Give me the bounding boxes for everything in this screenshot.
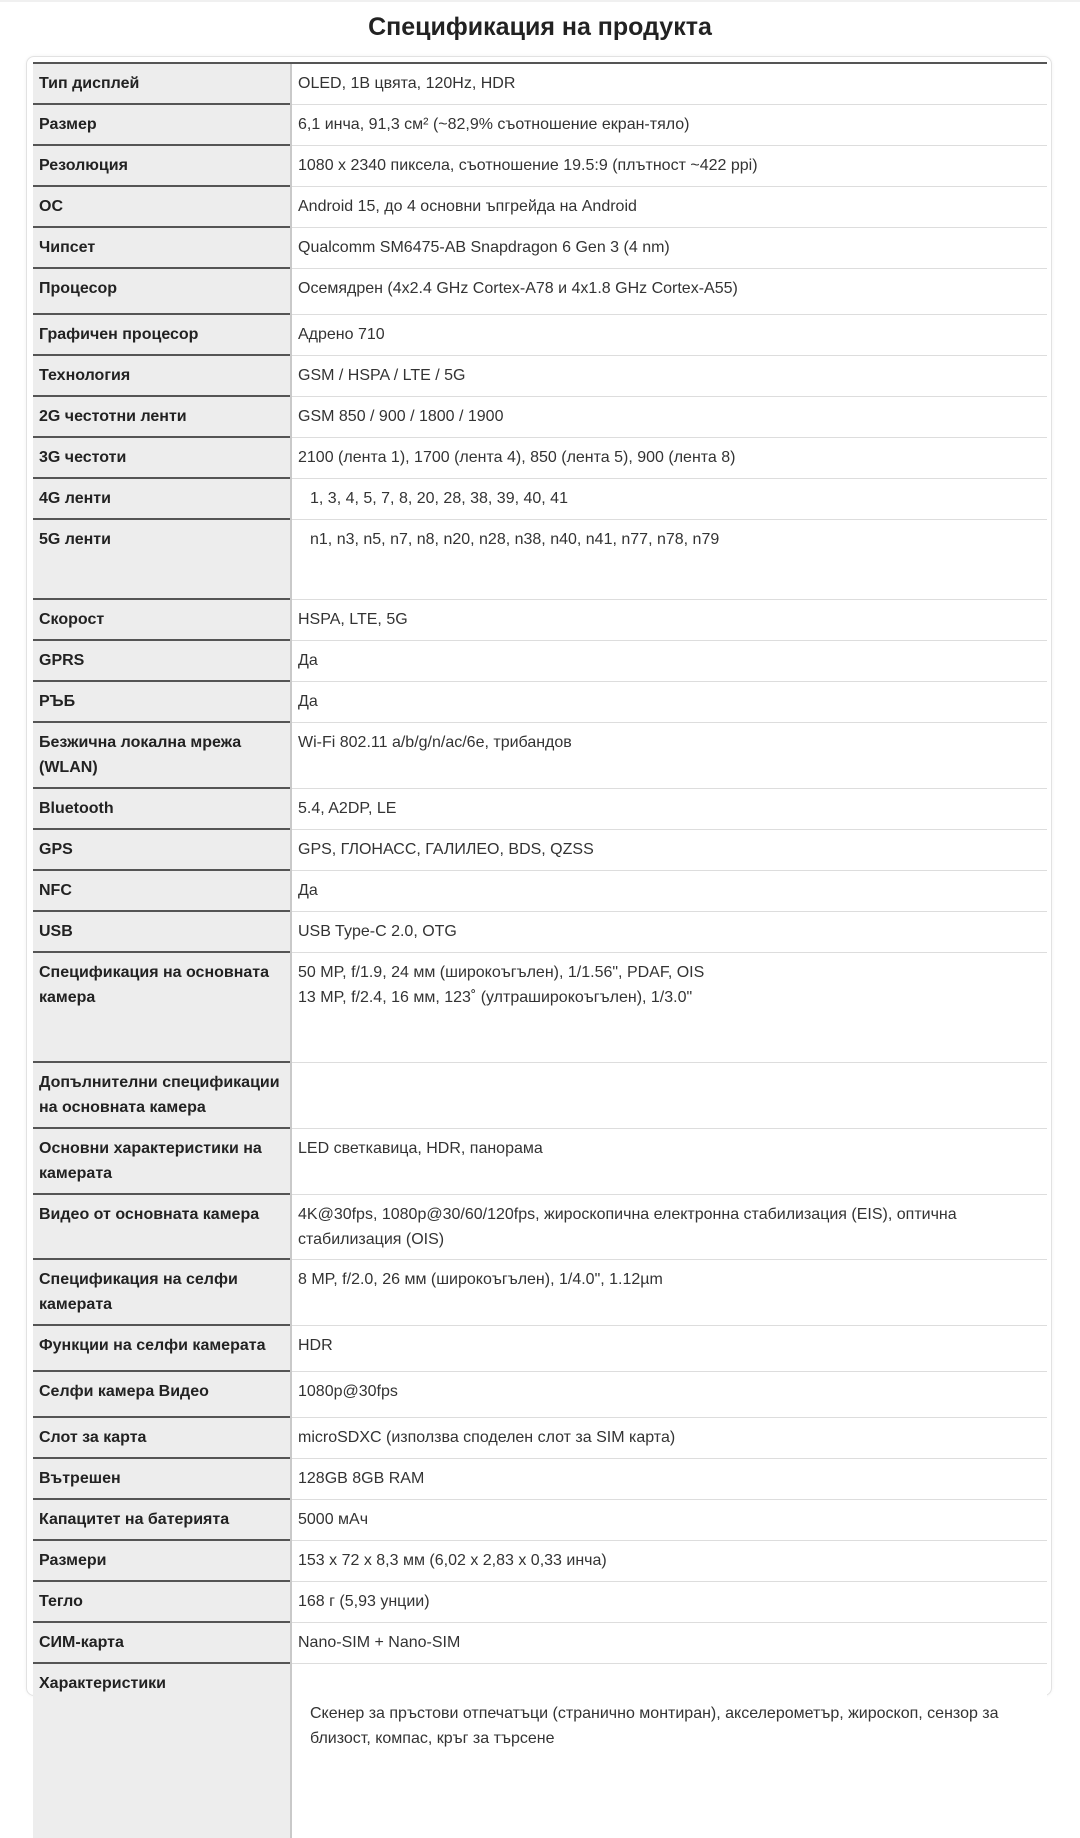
spec-value: 1080 x 2340 пиксела, съотношение 19.5:9 (плътност ~422 ppi) — [291, 145, 1047, 186]
spec-label: Основни характеристики на камерата — [33, 1128, 291, 1194]
spec-label: РЪБ — [33, 681, 291, 722]
spec-label: Характеристики — [33, 1663, 291, 1838]
spec-label: GPRS — [33, 640, 291, 681]
table-row — [33, 829, 1047, 870]
spec-value: Да — [291, 640, 1047, 681]
table-row — [33, 314, 1047, 355]
table-row — [33, 1371, 1047, 1417]
spec-value: 4K@30fps, 1080p@30/60/120fps, жироскопична електронна стабилизация (EIS), оптична стабилизация (OIS) — [291, 1194, 1047, 1259]
table-row — [33, 145, 1047, 186]
spec-label: Тип дисплей — [33, 63, 291, 104]
spec-label: 2G честотни ленти — [33, 396, 291, 437]
spec-value: Android 15, до 4 основни ъпгрейда на Android — [291, 186, 1047, 227]
spec-value: 128GB 8GB RAM — [291, 1458, 1047, 1499]
spec-label: USB — [33, 911, 291, 952]
table-row — [33, 104, 1047, 145]
table-row — [33, 63, 1047, 104]
spec-label: 4G ленти — [33, 478, 291, 519]
table-row — [33, 1499, 1047, 1540]
spec-label: Спецификация на основната камера — [33, 952, 291, 1062]
spec-value: 153 x 72 x 8,3 мм (6,02 x 2,83 x 0,33 инча) — [291, 1540, 1047, 1581]
spec-value: HDR — [291, 1325, 1047, 1371]
table-row — [33, 1417, 1047, 1458]
spec-value: microSDXC (използва споделен слот за SIM карта) — [291, 1417, 1047, 1458]
spec-value: Да — [291, 870, 1047, 911]
spec-label: Процесор — [33, 268, 291, 314]
spec-label: Слот за карта — [33, 1417, 291, 1458]
spec-label: Чипсет — [33, 227, 291, 268]
table-row — [33, 1622, 1047, 1663]
table-row — [33, 722, 1047, 788]
table-row — [33, 355, 1047, 396]
spec-value: 5000 мАч — [291, 1499, 1047, 1540]
spec-label: Размери — [33, 1540, 291, 1581]
spec-label: Видео от основната камера — [33, 1194, 291, 1259]
spec-value — [291, 952, 1047, 1062]
spec-label: Селфи камера Видео — [33, 1371, 291, 1417]
spec-value: HSPA, LTE, 5G — [291, 599, 1047, 640]
table-row — [33, 519, 1047, 599]
spec-label: Резолюция — [33, 145, 291, 186]
page-title: Спецификация на продукта — [368, 13, 712, 41]
spec-value-line: Скенер за пръстови отпечатъци (странично монтиран), акселерометър, жироскоп, сензор за близост, компас, кръг за търсене — [310, 1704, 999, 1747]
spec-label: Bluetooth — [33, 788, 291, 829]
spec-value: Адрено 710 — [291, 314, 1047, 355]
table-row — [33, 186, 1047, 227]
table-row — [33, 1062, 1047, 1128]
spec-value: Wi-Fi 802.11 a/b/g/n/ac/6e, трибандов — [291, 722, 1047, 788]
table-row — [33, 870, 1047, 911]
table-row — [33, 1325, 1047, 1371]
spec-value: Осемядрен (4x2.4 GHz Cortex-A78 и 4x1.8 GHz Cortex-A55) — [291, 268, 1047, 314]
spec-label: Тегло — [33, 1581, 291, 1622]
spec-value: 2100 (лента 1), 1700 (лента 4), 850 (лента 5), 900 (лента 8) — [291, 437, 1047, 478]
spec-label: NFC — [33, 870, 291, 911]
spec-label: Технология — [33, 355, 291, 396]
table-row — [33, 1194, 1047, 1259]
table-row — [33, 227, 1047, 268]
table-row — [33, 1128, 1047, 1194]
spec-label: Спецификация на селфи камерата — [33, 1259, 291, 1325]
spec-value: 1, 3, 4, 5, 7, 8, 20, 28, 38, 39, 40, 41 — [291, 478, 1047, 519]
spec-value: Да — [291, 681, 1047, 722]
spec-value: GPS, ГЛОНАСС, ГАЛИЛЕО, BDS, QZSS — [291, 829, 1047, 870]
spec-value: Qualcomm SM6475-AB Snapdragon 6 Gen 3 (4 nm) — [291, 227, 1047, 268]
spec-label: Размер — [33, 104, 291, 145]
table-row — [33, 681, 1047, 722]
table-row — [33, 599, 1047, 640]
table-row — [33, 1540, 1047, 1581]
spec-value-line: 13 MP, f/2.4, 16 мм, 123˚ (ултраширокоъгълен), 1/3.0" — [298, 988, 693, 1006]
spec-label: СИМ-карта — [33, 1622, 291, 1663]
table-top-rule — [33, 62, 1047, 64]
spec-value: Nano-SIM + Nano-SIM — [291, 1622, 1047, 1663]
table-row — [33, 952, 1047, 1062]
spec-value: GSM / HSPA / LTE / 5G — [291, 355, 1047, 396]
table-row — [33, 911, 1047, 952]
spec-value: OLED, 1B цвята, 120Hz, HDR — [291, 63, 1047, 104]
spec-label: Графичен процесор — [33, 314, 291, 355]
spec-value: 168 г (5,93 унции) — [291, 1581, 1047, 1622]
spec-value: USB Type-C 2.0, OTG — [291, 911, 1047, 952]
spec-value: n1, n3, n5, n7, n8, n20, n28, n38, n40, n41, n77, n78, n79 — [291, 519, 1047, 599]
spec-label: Функции на селфи камерата — [33, 1325, 291, 1371]
spec-value: 6,1 инча, 91,3 см² (~82,9% съотношение екран-тяло) — [291, 104, 1047, 145]
table-row — [33, 268, 1047, 314]
top-divider — [0, 0, 1080, 2]
table-row — [33, 1458, 1047, 1499]
table-row — [33, 478, 1047, 519]
table-row — [33, 640, 1047, 681]
spec-value — [291, 1663, 1047, 1838]
spec-label: Вътрешен — [33, 1458, 291, 1499]
table-row — [33, 437, 1047, 478]
spec-value: 8 MP, f/2.0, 26 мм (широкоъгълен), 1/4.0", 1.12µm — [291, 1259, 1047, 1325]
spec-table — [33, 62, 1047, 1838]
spec-value: LED светкавица, HDR, панорама — [291, 1128, 1047, 1194]
table-row — [33, 788, 1047, 829]
spec-label: ОС — [33, 186, 291, 227]
spec-value: 1080p@30fps — [291, 1371, 1047, 1417]
spec-value-line: 50 MP, f/1.9, 24 мм (широкоъгълен), 1/1.56", PDAF, OIS — [298, 963, 705, 981]
spec-label: GPS — [33, 829, 291, 870]
spec-label: 3G честоти — [33, 437, 291, 478]
table-row — [33, 1581, 1047, 1622]
spec-label: 5G ленти — [33, 519, 291, 599]
spec-label: Капацитет на батерията — [33, 1499, 291, 1540]
table-row — [33, 396, 1047, 437]
spec-label: Скорост — [33, 599, 291, 640]
spec-value: GSM 850 / 900 / 1800 / 1900 — [291, 396, 1047, 437]
spec-label: Безжична локална мрежа (WLAN) — [33, 722, 291, 788]
table-row — [33, 1663, 1047, 1838]
spec-value — [291, 1062, 1047, 1128]
table-row — [33, 1259, 1047, 1325]
spec-value: 5.4, A2DP, LE — [291, 788, 1047, 829]
spec-label: Допълнителни спецификации на основната камера — [33, 1062, 291, 1128]
